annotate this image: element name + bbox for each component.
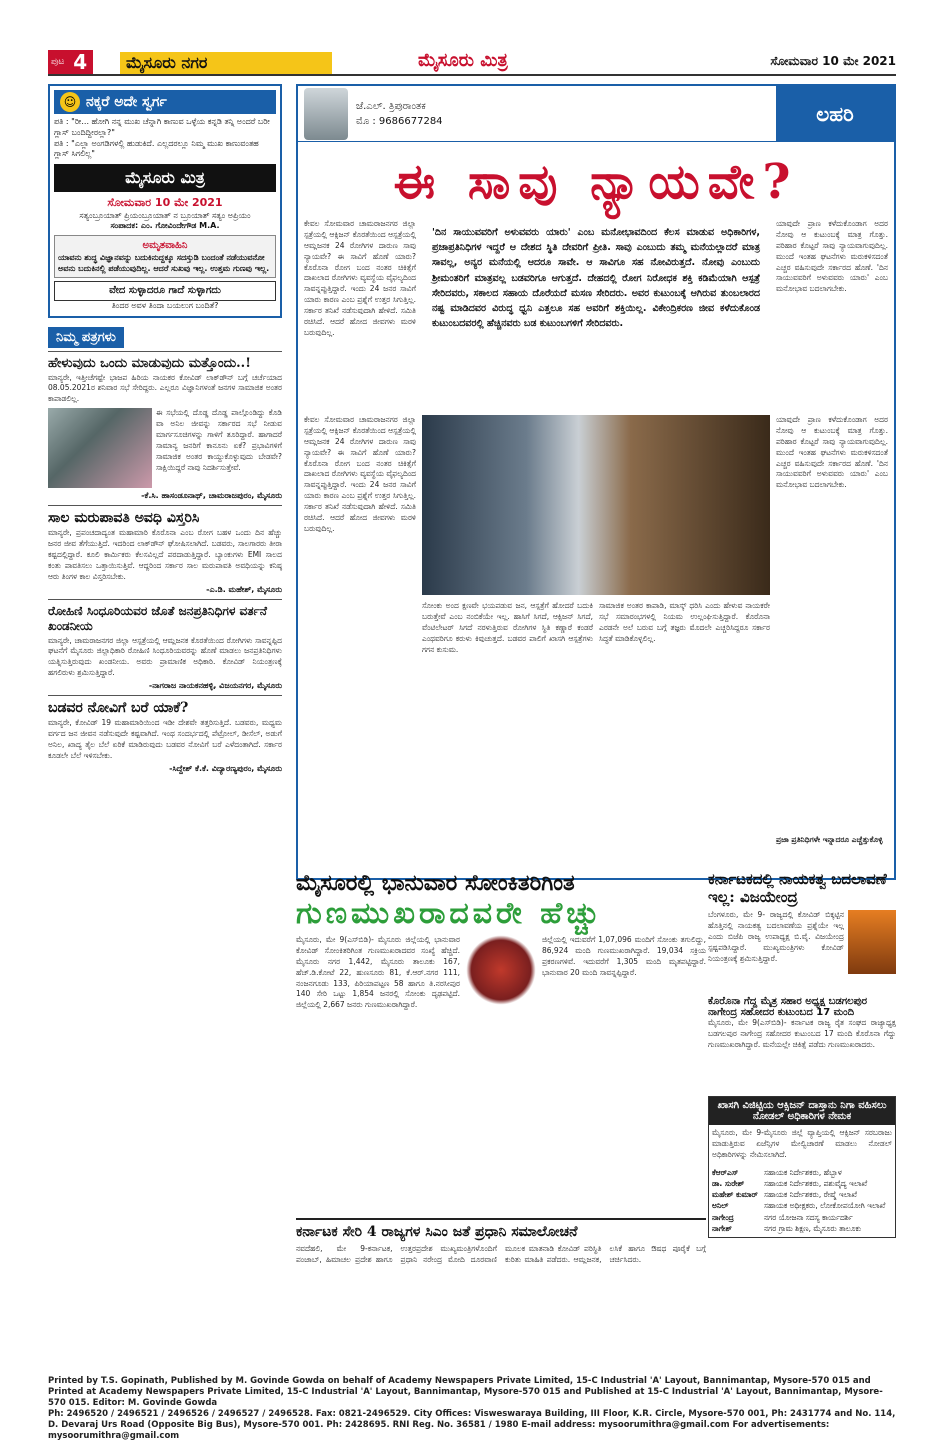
mysore-body — [296, 935, 706, 1215]
hospital-photo — [422, 415, 770, 595]
nakkare-box — [48, 84, 282, 318]
page-header — [48, 48, 896, 76]
officers-title: ಖಾಸಗಿ ವಿಜಿಟ್ಟಿಯ ಆಕ್ಸಿಜನ್ ದಾಸ್ತಾನು ನಿಗಾ ವಹಿಸಲು ನೋಡಲ್ ಅಧಿಕಾರಿಗಳ ನೇಮಕ — [709, 1097, 895, 1125]
article-sub-columns — [422, 601, 770, 875]
divider — [48, 599, 282, 600]
article-col-3: ಸಾಮಾಜಿಕ ಅಂತರ ಕಾಪಾಡಿ, ಮಾಸ್ಕ್ ಧರಿಸಿ ಎಂದು ಹೇಳುವ ನಾಯಕರೇ ಸಭೆ ಸಮಾರಂಭಗಳಲ್ಲಿ ನಿಯಮ ಉಲ್ಲಂಘಿಸುತ್ತಿದ್ದಾರೆ. ಕೊರೊನಾ ಎರಡನೇ ಅಲೆ ಬರುವ ಬಗ್ಗೆ ತಜ್ಞರು ಮೊದಲೇ ಎಚ್ಚರಿಸಿದ್ದರೂ ಸರ್ಕಾರ ಸಿದ್ಧತೆ ಮಾಡಿಕೊಳ್ಳಲಿಲ್ಲ. — [599, 601, 770, 643]
proverb-title: ವೇದ ಸುಳ್ಳಾದರೂ ಗಾದೆ ಸುಳ್ಳಾಗದು — [54, 281, 276, 301]
letter-1-title: ಹೇಳುವುದು ಒಂದು ಮಾಡುವುದು ಮತ್ತೊಂದು..! — [48, 355, 251, 371]
mysore-headline-2: ಗುಣಮುಖರಾದವರೇ ಹೆಚ್ಚು — [296, 896, 604, 931]
mysore-headline-1: ಮೈಸೂರಲ್ಲಿ ಭಾನುವಾರ ಸೋಂಕಿತರಿಗಿಂತ — [296, 870, 575, 896]
author-info — [356, 99, 443, 129]
author-row — [298, 86, 894, 142]
letter-3-text: ಮಾನ್ಯರೇ, ಚಾಮರಾಜನಗರ ಜಿಲ್ಲಾ ಆಸ್ಪತ್ರೆಯಲ್ಲಿ ಆಮ್ಲಜನಕ ಕೊರತೆಯಿಂದ ರೋಗಿಗಳು ಸಾವನ್ನಪ್ಪಿದ ಘಟನೆಗೆ ಮೈಸೂರು ಜಿಲ್ಲಾಧಿಕಾರಿ ರೋಹಿಣಿ ಸಿಂಧೂರಿಯವರನ್ನು ಹೊಣೆ ಮಾಡಲು ಜನಪ್ರತಿನಿಧಿಗಳು ಯತ್ನಿಸುತ್ತಿರುವುದು ಖಂಡನೀಯ. ಅವರು ಪ್ರಾಮಾಣಿಕ ಅಧಿಕಾರಿ. ಕೋವಿಡ್ ನಿಯಂತ್ರಣಕ್ಕೆ ಹಗಲಿರುಳು ಶ್ರಮಿಸುತ್ತಿದ್ದಾರೆ. — [48, 635, 282, 678]
article-headline: ಈ ಸಾವು ನ್ಯಾಯವೇ? — [393, 154, 799, 210]
article-body-mid — [298, 415, 894, 875]
page-number: 4 — [67, 50, 93, 74]
proverb-text: ತಿಂದರ ಅವಳ ತಿಂದಾ ಬಯಲುಗ ಬಂದಿತೆ? — [111, 300, 219, 310]
officer-row: ನಾಗೇಂದ್ರ ನಗರ ಯೋಜನಾ ಸದಸ್ಯ ಕಾರ್ಯದರ್ಶಿ — [712, 1212, 853, 1222]
letters-section — [48, 326, 282, 774]
oxygen-officers-box — [708, 1096, 896, 1238]
article-col-4-wrap — [776, 415, 888, 875]
mysore-news — [296, 870, 706, 1215]
letters-header: ನಿಮ್ಮ ಪತ್ರಗಳು — [48, 327, 124, 348]
officer-row: ಅನಿಲ್ ಸಹಾಯಕ ಅಧೀಕ್ಷಕರು, ಲೋಕೋಪಯೋಗಿ ಇಲಾಖೆ — [712, 1201, 886, 1211]
vijayendra-headline: ಕರ್ನಾಟಕದಲ್ಲಿ ನಾಯಕತ್ವ ಬದಲಾವಣೆ ಇಲ್ಲ: ವಿಜಯೇಂದ್ರ — [708, 870, 887, 906]
divider — [48, 505, 282, 506]
officer-row: ಕೆಆರ್‌ಎಸ್ ಸಹಾಯಕ ನಿರ್ದೇಶಕರು, ಹೆಬ್ಬಾಳ — [712, 1167, 842, 1177]
amrutavahini-box — [54, 235, 276, 278]
masthead-logo: ಮೈಸೂರು ಮಿತ್ರ — [418, 50, 508, 71]
badagalapura-text: ಮೈಸೂರು, ಮೇ 9(ಎಸ್‌ಬಿಡಿ)- ಕರ್ನಾಟಕ ರಾಜ್ಯ ರೈತ ಸಂಘದ ರಾಜ್ಯಾಧ್ಯಕ್ಷ ಬಡಗಲಪುರ ನಾಗೇಂದ್ರ ಸಹೋದರ ಕುಟುಂಬದ 17 ಮಂದಿ ಕೊರೊನಾ ಗೆದ್ದು ಗುಣಮುಖರಾಗಿದ್ದಾರೆ. ಮನೆಯಲ್ಲೇ ಚಿಕಿತ್ಸೆ ಪಡೆದು ಗುಣಮುಖರಾದರು. — [708, 1018, 896, 1049]
author-photo — [304, 88, 348, 140]
joke-line-2: ಪತಿ : "ಎಲ್ಲಾ ಅಂಗಡಿಗಳಲ್ಲಿ ಹುಡುಕಿದೆ. ಎಲ್ಲದರಲ್ಲೂ ನಿಮ್ಮ ಮುಖ ಕಾಣುವಂತಹ ಗ್ಲಾಸ್ ಸಿಗಲಿಲ್ಲ" — [54, 138, 259, 159]
divider — [48, 351, 282, 352]
mini-masthead: ಮೈಸೂರು ಮಿತ್ರ — [54, 164, 276, 192]
nakkare-header — [54, 90, 276, 114]
article-col-4b: ಯಾವುದೇ ಪ್ರಾಣ ಕಳೆದುಕೊಂಡಾಗ ಅದರ ನೋವು ಆ ಕುಟುಂಬಕ್ಕೆ ಮಾತ್ರ ಗೊತ್ತು. ಪರಿಹಾರ ಕೊಟ್ಟರೆ ಸಾವು ನ್ಯಾಯವಾಗುವುದಿಲ್ಲ. ಮುಂದೆ ಇಂತಹ ಘಟನೆಗಳು ಮರುಕಳಿಸದಂತೆ ಎಚ್ಚರ ವಹಿಸುವುದೇ ಸರ್ಕಾರದ ಹೊಣೆ. 'ದಿನ ಸಾಯುವವರಿಗೆ ಅಳುವವರು ಯಾರು' ಎಂಬ ಮನೋಭಾವ ಬದಲಾಗಬೇಕು. — [776, 415, 888, 490]
virus-icon — [466, 935, 536, 1005]
page-number-block — [48, 50, 116, 74]
page-label: ಪುಟ — [48, 50, 67, 74]
joke-line-1: ಪತಿ : "ರೀ... ಹೋಗಿ ನನ್ನ ಮುಖ ಚೆನ್ನಾಗಿ ಕಾಣುವ ಒಳ್ಳೆಯ ಕನ್ನಡಿ ತನ್ನಿ ಅಂದರೆ ಬರೀ ಗ್ಲಾಸ್ ಬಂದಿದ್ದೀರಲ್ಲಾ?" — [54, 117, 270, 137]
left-column — [48, 84, 282, 778]
letter-1-text-2: ಈ ಸಭೆಯಲ್ಲಿ ದೊಡ್ಡ ದೊಡ್ಡ ಪಾಲ್ಗೊಂಡಿದ್ದು ಕೊಡಿ ವಾ ಅನಿಲ ಜೀವನ್ನು ಸರ್ಕಾರದ ಸಭೆ ನೀಡುವ ಮಾರ್ಗಸೂಚಿಗಳನ್ನು ಗಾಳಿಗೆ ತೂರಿದ್ದಾರೆ. ಹಾಗಾದರೆ ಸಾಮಾನ್ಯ ಜನರಿಗೆ ಕಾನೂನು ಏಕೆ? ಪ್ರಭಾವಿಗಳಿಗೆ ಸಾಮಾಜಿಕ ಅಂತರ ಕಾಯ್ದುಕೊಳ್ಳುವುದು ಬೇಡವೇ? ಸಾಕ್ಷಿಯಿದ್ದರೆ ನಾವು ನಿದರ್ಶಿಸುತ್ತೇವೆ. — [156, 408, 282, 472]
article-col-4: ಯಾವುದೇ ಪ್ರಾಣ ಕಳೆದುಕೊಂಡಾಗ ಅದರ ನೋವು ಆ ಕುಟುಂಬಕ್ಕೆ ಮಾತ್ರ ಗೊತ್ತು. ಪರಿಹಾರ ಕೊಟ್ಟರೆ ಸಾವು ನ್ಯಾಯವಾಗುವುದಿಲ್ಲ. ಮುಂದೆ ಇಂತಹ ಘಟನೆಗಳು ಮರುಕಳಿಸದಂತೆ ಎಚ್ಚರ ವಹಿಸುವುದೇ ಸರ್ಕಾರದ ಹೊಣೆ. 'ದಿನ ಸಾಯುವವರಿಗೆ ಅಳುವವರು ಯಾರು' ಎಂಬ ಮನೋಭಾವ ಬದಲಾಗಬೇಕು. — [776, 219, 888, 294]
vijayendra-text: ಬೆಂಗಳೂರು, ಮೇ 9- ರಾಜ್ಯದಲ್ಲಿ ಕೋವಿಡ್ ಬಿಕ್ಕಟ್ಟಿನ ಹೊತ್ತಿನಲ್ಲಿ ನಾಯಕತ್ವ ಬದಲಾವಣೆಯ ಪ್ರಶ್ನೆಯೇ ಇಲ್ಲ ಎಂದು ಬಿಜೆಪಿ ರಾಜ್ಯ ಉಪಾಧ್ಯಕ್ಷ ಬಿ.ವೈ. ವಿಜಯೇಂದ್ರ ಸ್ಪಷ್ಟಪಡಿಸಿದ್ದಾರೆ. ಮುಖ್ಯಮಂತ್ರಿಗಳು ಕೋವಿಡ್ ನಿಯಂತ್ರಣಕ್ಕೆ ಶ್ರಮಿಸುತ್ತಿದ್ದಾರೆ. — [708, 910, 844, 963]
mini-masthead-date: ಸೋಮವಾರ 10 ಮೇ 2021 — [107, 195, 223, 209]
amrutavahini-title: ಅಮೃತವಾಹಿನಿ — [142, 240, 188, 252]
article-lead: 'ದಿನ ಸಾಯುವವರಿಗೆ ಅಳುವವರು ಯಾರು' ಎಂಬ ಮನೋಭಾವದಿಂದ ಕೆಲಸ ಮಾಡುವ ಅಧಿಕಾರಿಗಳ, ಪ್ರಜಾಪ್ರತಿನಿಧಿಗಳ ಇದ್ದರೆ ಆ ದೇಶದ ಸ್ಥಿತಿ ದೇವರಿಗೆ ಪ್ರೀತಿ. ಸಾವು ಎಂಬುದು ತಮ್ಮ ಮನೆಯಲ್ಲಾದರೆ ಮಾತ್ರ ಸಾವಲ್ಲ, ಅನ್ಯರ ಮನೆಯಲ್ಲಿ ಆದರೂ ಸಾವೇ. ಆ ಸಾವಿಗೂ ಸಹ ನೋವಿರುತ್ತದೆ. ನೋವು ಎಂಬುದು ಶ್ರೀಮಂತರಿಗೆ ಮಾತ್ರವಲ್ಲ ಬಡವರಿಗೂ ಆಗುತ್ತದೆ. ದೇಹದಲ್ಲಿ ರೋಗ ನಿರೋಧಕ ಶಕ್ತಿ ಕಡಿಮೆಯಾಗಿ ಆಸ್ಪತ್ರೆ ಸೇರಿದವರು, ಸಕಾಲದ ಸಹಾಯ ದೊರೆಯದೆ ಮಸಣ ಸೇರಿದರು. ಅವರ ಕುಟುಂಬಕ್ಕೆ ಆಗಿರುವ ತುಂಬಲಾರದ ನಷ್ಟ ಮಾಡಿದವರ ವಿರುದ್ಧ ಧ್ವನಿ ಎತ್ತಲೂ ಸಹ ಅವರಿಗೆ ಶಕ್ತಿಯಿಲ್ಲ. ವಿಕೇಂದ್ರಿಕರಣ ಜೀವ ಕಳೆದುಕೊಂಡ ಕುಟುಂಬದವರಲ್ಲಿ ಹೆಚ್ಚಿನವರು ಬಡ ಕುಟುಂಬಗಳಿಗೆ ಸೇರಿದವರು. — [432, 227, 760, 330]
article-col-2: ಸೋಂಕು ಅಂದ ಕ್ಷಣವೇ ಭಯಪಡುವ ಜನ, ಆಸ್ಪತ್ರೆಗೆ ಹೋದರೆ ಬದುಕಿ ಬರುತ್ತೇವೆ ಎಂಬ ನಂಬಿಕೆಯೇ ಇಲ್ಲ. ಹಾಸಿಗೆ ಸಿಗದೆ, ಆಕ್ಸಿಜನ್ ಸಿಗದೆ, ವೆಂಟಿಲೇಟರ್ ಸಿಗದೆ ನರಳುತ್ತಿರುವ ರೋಗಿಗಳ ಸ್ಥಿತಿ ಕಣ್ಣಾರೆ ಕಂಡರೆ ಎಂಥವರಿಗೂ ಕರುಳು ಕಿವುಚುತ್ತದೆ. ಬಡವರ ಪಾಲಿಗೆ ಖಾಸಗಿ ಆಸ್ಪತ್ರೆಗಳು ಗಗನ ಕುಸುಮ. — [422, 601, 593, 654]
right-news — [708, 870, 896, 1238]
imprint-line-1: Printed by T.S. Gopinath, Published by M. Govinde Gowda on behalf of Academy Newspapers Private Limited, 15-C Industrial 'A' Layout, Bannimantap, Mysore-570 015 and Printed at Academy Newspapers Private Limited, 15-C Industrial 'A' Layout, Bannimantap, Mysore-570 015 and Published at 15-C Industrial 'A' Layout, Bannimantap, Mysore-570 015. Editor: M. Govinde Gowda — [48, 1376, 883, 1409]
cm-headline: ಕರ್ನಾಟಕ ಸೇರಿ 4 ರಾಜ್ಯಗಳ ಸಿಎಂ ಜತೆ ಪ್ರಧಾನಿ ಸಮಾಲೋಚನೆ — [296, 1224, 578, 1240]
editor-line: ಸಂಪಾದಕ: ಎಂ. ಗೋವಿಂದೇಗೌಡ M.A. — [110, 221, 220, 231]
letter-3-title: ರೋಹಿಣಿ ಸಿಂಧೂರಿಯವರ ಜೊತೆ ಜನಪ್ರತಿನಿಧಿಗಳ ವರ್ತನೆ ಖಂಡನೀಯ — [48, 603, 267, 633]
author-phone: ಮೊ : 9686677284 — [356, 115, 443, 127]
vijayendra-photo — [848, 910, 896, 974]
letter-1-text: ಮಾನ್ಯರೇ, ಇತ್ತೀಚೆಗಷ್ಟೇ ಭಾಜಪ ಹಿರಿಯ ನಾಯಕರ ಕೋವಿಡ್ ಲಾಕ್‌ಡೌನ್ ಬಗ್ಗೆ ಚರ್ಚೆಯಾದ 08.05.2021ರ ಶನಿವಾರ ಸಭೆ ಸೇರಿದ್ದರು. ಎಲ್ಲರೂ ವಿಜ್ಞಾನಿಗಳಂತೆ ಜನಗಳ ಸಾಮಾಜಿಕ ಅಂತರ ಕಾಪಾಡಲಿಲ್ಲ. — [48, 372, 282, 404]
imprint-footer — [48, 1376, 896, 1442]
letter-4-signature: -ಸಿದ್ದೇಶ್ ಕೆ.ಕೆ. ವಿದ್ಯಾರಣ್ಯಪುರಂ, ಮೈಸೂರು — [169, 763, 282, 773]
issue-date: ಸೋಮವಾರ 10 ಮೇ 2021 — [770, 54, 896, 68]
mysore-text-2: ಜಿಲ್ಲೆಯಲ್ಲಿ ಇದುವರೆಗೆ 1,07,096 ಮಂದಿಗೆ ಸೋಂಕು ತಗುಲಿದ್ದು, 86,924 ಮಂದಿ ಗುಣಮುಖರಾಗಿದ್ದಾರೆ. 19,034 ಸಕ್ರಿಯ ಪ್ರಕರಣಗಳಿವೆ. ಇದುವರೆಗೆ 1,305 ಮಂದಿ ಮೃತಪಟ್ಟಿದ್ದಾರೆ. ಭಾನುವಾರ 20 ಮಂದಿ ಸಾವನ್ನಪ್ಪಿದ್ದಾರೆ. — [542, 935, 706, 977]
officers-intro: ಮೈಸೂರು, ಮೇ 9-ಮೈಸೂರು ಜಿಲ್ಲೆ ವ್ಯಾಪ್ತಿಯಲ್ಲಿ ಆಕ್ಸಿಜನ್ ಸರಬರಾಜು ಮಾಡುತ್ತಿರುವ ಏಜೆನ್ಸಿಗಳ ಮೇಲ್ವಿಚಾರಣೆ ಮಾಡಲು ನೋಡಲ್ ಅಧಿಕಾರಿಗಳನ್ನು ನೇಮಿಸಲಾಗಿದೆ. — [712, 1128, 892, 1159]
letter-4-title: ಬಡವರ ನೋವಿಗೆ ಬರೆ ಯಾಕೆ? — [48, 700, 189, 717]
letter-1-signature: -ಕೆ.ಸಿ. ಹಾಸಂಡೂನಾಥ್, ಚಾಮರಾಜಪುರಂ, ಮೈಸೂರು — [141, 491, 282, 501]
officer-row: ನಾಗೇಶ್ ನಗರ ಗ್ರಾಮ ಶಿಕ್ಷಣ, ಮೈಸೂರು ತಾಲೂಕು — [712, 1223, 862, 1233]
imprint-line-2: Ph: 2496520 / 2496521 / 2496526 / 2496527 / 2496528. Fax: 0821-2496529. City Offices: Visweswaraya Building, III Floor, K.R. Circle, Mysore-570 001, Ph: 2431774 and No. 114, D. Devaraj Urs Road (Opposite Big Bus), Mysore-570 001. Ph: 2428695. RNI Reg. No. 36581 / 1980 E-mail address: mysoorumithra@gmail.com For advertisements: mysoorumithra@gmail.com — [48, 1409, 896, 1442]
letter-3-signature: -ನಾಗರಾಜ ನಾಯಕನಹಳ್ಳಿ, ವಿಜಯನಗರ, ಮೈಸೂರು — [148, 681, 282, 691]
section-title: ಮೈಸೂರು ನಗರ — [120, 52, 332, 74]
article-body-top — [298, 219, 894, 409]
letter-2-signature: -ಎ.ಡಿ. ಮಹೇಶ್, ಮೈಸೂರು — [206, 584, 282, 594]
nakkare-title: ನಕ್ಕರೆ ಅದೇ ಸ್ವರ್ಗ — [86, 93, 167, 110]
officer-row: ಮಹೇಶ್ ಕುಮಾರ್ ಸಹಾಯಕ ನಿರ್ದೇಶಕರು, ರೇಷ್ಮೆ ಇಲಾಖೆ — [712, 1190, 857, 1200]
divider — [48, 695, 282, 696]
officer-row: ಡಾ. ಸುರೇಶ್ ಸಹಾಯಕ ನಿರ್ದೇಶಕರು, ಪಶುವೈದ್ಯ ಇಲಾಖೆ — [712, 1178, 868, 1188]
officers-list — [709, 1164, 895, 1238]
vijayendra-body — [708, 910, 896, 990]
author-name: ಜೆ.ಎಲ್. ತ್ರಿಪುರಾಂತಕ — [356, 100, 426, 112]
lahari-article — [296, 84, 896, 880]
mini-masthead-tagline: ಸತ್ಯಂಬ್ರೂಯಾತ್ ಪ್ರಿಯಂಬ್ರೂಯಾತ್ ನ ಬ್ರೂಯಾತ್ ಸತ್ಯಂ ಅಪ್ರಿಯಂ — [79, 210, 251, 220]
article-col-1: ಕೇವಲ ಸೋಮವಾರ ಚಾಮರಾಜನಗರ ಜಿಲ್ಲಾ ಸ್ಪತ್ರೆಯಲ್ಲಿ ಆಕ್ಸಿಜನ್ ಕೊರತೆಯಿಂದ ಆಸ್ಪತ್ರೆಯಲ್ಲಿ ಆಮ್ಲಜನಕ 24 ರೋಗಿಗಳ ದಾರುಣ ಸಾವು ನ್ಯಾಯವೇ? ಈ ಸಾವಿಗೆ ಹೊಣೆ ಯಾರು? ಕೊರೊನಾ ರೋಗ ಬಂದ ನಂತರ ಚಿಕಿತ್ಸೆಗೆ ದಾಖಲಾದ ರೋಗಿಗಳು ವ್ಯವಸ್ಥೆಯ ವೈಫಲ್ಯದಿಂದ ಸಾವನ್ನಪ್ಪುತ್ತಿದ್ದಾರೆ. ಇಂದು 24 ಜನರ ಸಾವಿಗೆ ಯಾರು ಕಾರಣ ಎಂಬ ಪ್ರಶ್ನೆಗೆ ಉತ್ತರ ಸಿಗುತ್ತಿಲ್ಲ. ಸರ್ಕಾರ ತನಿಖೆ ನಡೆಸುವುದಾಗಿ ಹೇಳಿದೆ. ಸಮಿತಿ ರಚಿಸಿದೆ. ಆದರೆ ಹೋದ ಜೀವಗಳು ಮರಳಿ ಬರುವುದಿಲ್ಲ. — [304, 219, 416, 337]
mysore-text-1: ಮೈಸೂರು, ಮೇ 9(ಎಸ್‌ಬಿಡಿ)- ಮೈಸೂರು ಜಿಲ್ಲೆಯಲ್ಲಿ ಭಾನುವಾರ ಕೋವಿಡ್ ಸೋಂಕಿತರಿಗಿಂತ ಗುಣಮುಖರಾದವರ ಸಂಖ್ಯೆ ಹೆಚ್ಚಿದೆ. ಮೈಸೂರು ನಗರ 1,442, ಮೈಸೂರು ತಾಲೂಕು 167, ಹೆಚ್.ಡಿ.ಕೋಟೆ 22, ಹುಣಸೂರು 81, ಕೆ.ಆರ್.ನಗರ 111, ನಂಜನಗೂಡು 133, ಪಿರಿಯಾಪಟ್ಟಣ 58 ಹಾಗೂ ತಿ.ನರಸೀಪುರ 140 ಸೇರಿ ಒಟ್ಟು 1,854 ಜನರಲ್ಲಿ ಸೋಂಕು ದೃಢಪಟ್ಟಿದೆ. ಜಿಲ್ಲೆಯಲ್ಲಿ 2,667 ಜನರು ಗುಣಮುಖರಾಗಿದ್ದಾರೆ. — [296, 935, 460, 1010]
cm-text: ನವದೆಹಲಿ, ಮೇ 9-ಕರ್ನಾಟಕ, ಪಂಜಾಬ್, ಹಿಮಾಚಲ ಪ್ರದೇಶ ಹಾಗೂ ಉತ್ತರಪ್ರದೇಶ ಮುಖ್ಯಮಂತ್ರಿಗಳೊಂದಿಗೆ ಪ್ರಧಾನಿ ನರೇಂದ್ರ ಮೋದಿ ದೂರವಾಣಿ ಮೂಲಕ ಮಾತನಾಡಿ ಕೋವಿಡ್ ಪರಿಸ್ಥಿತಿ ಕುರಿತು ಮಾಹಿತಿ ಪಡೆದರು. ಆಮ್ಲಜನಕ, ಲಸಿಕೆ ಹಾಗೂ ಔಷಧ ಪೂರೈಕೆ ಬಗ್ಗೆ ಚರ್ಚಿಸಿದರು. — [296, 1244, 706, 1264]
laughing-face-icon: ☺ — [60, 92, 80, 112]
letter-2-title: ಸಾಲ ಮರುಪಾವತಿ ಅವಧಿ ವಿಸ್ತರಿಸಿ — [48, 510, 200, 527]
amrutavahini-text: ಯಾವನು ಶುದ್ಧ ವಿಜ್ಞಾನವನ್ನು ಬದುಕಿನುದ್ದಕ್ಕೂ ಸದಸ್ತುಡಿ ಬಂದಂತೆ ನಡೆಯುವನೋ ಅವನು ಬದುಕಿನಲ್ಲಿ ಪಡೆಯುವುದಿಲ್ಲ. ಆದರೆ ಸುಖವು ಇಲ್ಲ. ಉತ್ತಮ ಗುಣವು ಇಲ್ಲ. — [58, 252, 270, 273]
cm-meeting-news — [296, 1218, 706, 1354]
letter-2-text: ಮಾನ್ಯರೇ, ಪ್ರಪಂಚದಾದ್ಯಂತ ಮಹಾಮಾರಿ ಕೊರೊನಾ ಎಂಬ ರೋಗ ಬಹಳ ಒಂದು ದಿನ ಹೆಚ್ಚು ಜನರ ಜೀವ ತೆಗೆಯುತ್ತಿದೆ. ಇದರಿಂದ ಲಾಕ್‌ಡೌನ್ ಘೋಷಿಸಲಾಗಿದೆ. ಬಡವರು, ಸಾಲಗಾರರು ತೀರಾ ಕಷ್ಟದಲ್ಲಿದ್ದಾರೆ. ಕೂಲಿ ಕಾರ್ಮಿಕರು ಕೆಲಸವಿಲ್ಲದೆ ಪರದಾಡುತ್ತಿದ್ದಾರೆ. ಬ್ಯಾಂಕುಗಳು EMI ಸಾಲದ ಕಂತು ಪಾವತಿಸಲು ಒತ್ತಾಯಿಸುತ್ತಿವೆ. ಆದ್ದರಿಂದ ಸರ್ಕಾರ ಸಾಲ ಮರುಪಾವತಿ ಅವಧಿಯನ್ನು ಕನಿಷ್ಠ ಆರು ತಿಂಗಳ ಕಾಲ ವಿಸ್ತರಿಸಬೇಕು. — [48, 528, 282, 581]
article-col-1b: ಕೇವಲ ಸೋಮವಾರ ಚಾಮರಾಜನಗರ ಜಿಲ್ಲಾ ಸ್ಪತ್ರೆಯಲ್ಲಿ ಆಕ್ಸಿಜನ್ ಕೊರತೆಯಿಂದ ಆಸ್ಪತ್ರೆಯಲ್ಲಿ ಆಮ್ಲಜನಕ 24 ರೋಗಿಗಳ ದಾರುಣ ಸಾವು ನ್ಯಾಯವೇ? ಈ ಸಾವಿಗೆ ಹೊಣೆ ಯಾರು? ಕೊರೊನಾ ರೋಗ ಬಂದ ನಂತರ ಚಿಕಿತ್ಸೆಗೆ ದಾಖಲಾದ ರೋಗಿಗಳು ವ್ಯವಸ್ಥೆಯ ವೈಫಲ್ಯದಿಂದ ಸಾವನ್ನಪ್ಪುತ್ತಿದ್ದಾರೆ. ಇಂದು 24 ಜನರ ಸಾವಿಗೆ ಯಾರು ಕಾರಣ ಎಂಬ ಪ್ರಶ್ನೆಗೆ ಉತ್ತರ ಸಿಗುತ್ತಿಲ್ಲ. ಸರ್ಕಾರ ತನಿಖೆ ನಡೆಸುವುದಾಗಿ ಹೇಳಿದೆ. ಸಮಿತಿ ರಚಿಸಿದೆ. ಆದರೆ ಹೋದ ಜೀವಗಳು ಮರಳಿ ಬರುವುದಿಲ್ಲ. — [304, 415, 416, 533]
letter-4-text: ಮಾನ್ಯರೇ, ಕೋವಿಡ್ 19 ಮಹಾಮಾರಿಯಿಂದ ಇಡೀ ದೇಶವೇ ತತ್ತರಿಸುತ್ತಿದೆ. ಬಡವರು, ಮಧ್ಯಮ ವರ್ಗದ ಜನ ಜೀವನ ನಡೆಸುವುದೇ ಕಷ್ಟವಾಗಿದೆ. ಇಂಥ ಸಂದರ್ಭದಲ್ಲಿ ಪೆಟ್ರೋಲ್, ಡೀಸೆಲ್, ಅಡುಗೆ ಅನಿಲ, ಖಾದ್ಯ ತೈಲ ಬೆಲೆ ಏರಿಕೆ ಮಾಡಿರುವುದು ಬಡವರ ನೋವಿಗೆ ಬರೆ ಎಳೆದಂತಾಗಿದೆ. ಸರ್ಕಾರ ಕೂಡಲೇ ಬೆಲೆ ಇಳಿಸಬೇಕು. — [48, 718, 282, 760]
column-name: ಲಹರಿ — [776, 86, 894, 142]
photo-and-columns — [422, 415, 770, 875]
letter-1-media — [48, 408, 282, 488]
badagalapura-headline: ಕೊರೊನಾ ಗೆದ್ದ ಮೈತ್ರ ಸಹಾರ ಅಧ್ಯಕ್ಷ ಬಡಗಲಪುರ ನಾಗೇಂದ್ರ ಸಹೋದರ ಕುಟುಂಬದ 17 ಮಂದಿ — [708, 996, 868, 1018]
article-end-note: ಪ್ರಜಾ ಪ್ರತಿನಿಧಿಗಳೇ ಇನ್ನಾದರೂ ಎಚ್ಚೆತ್ತುಕೊಳ್ಳಿ — [776, 835, 883, 844]
meeting-photo — [48, 408, 152, 488]
